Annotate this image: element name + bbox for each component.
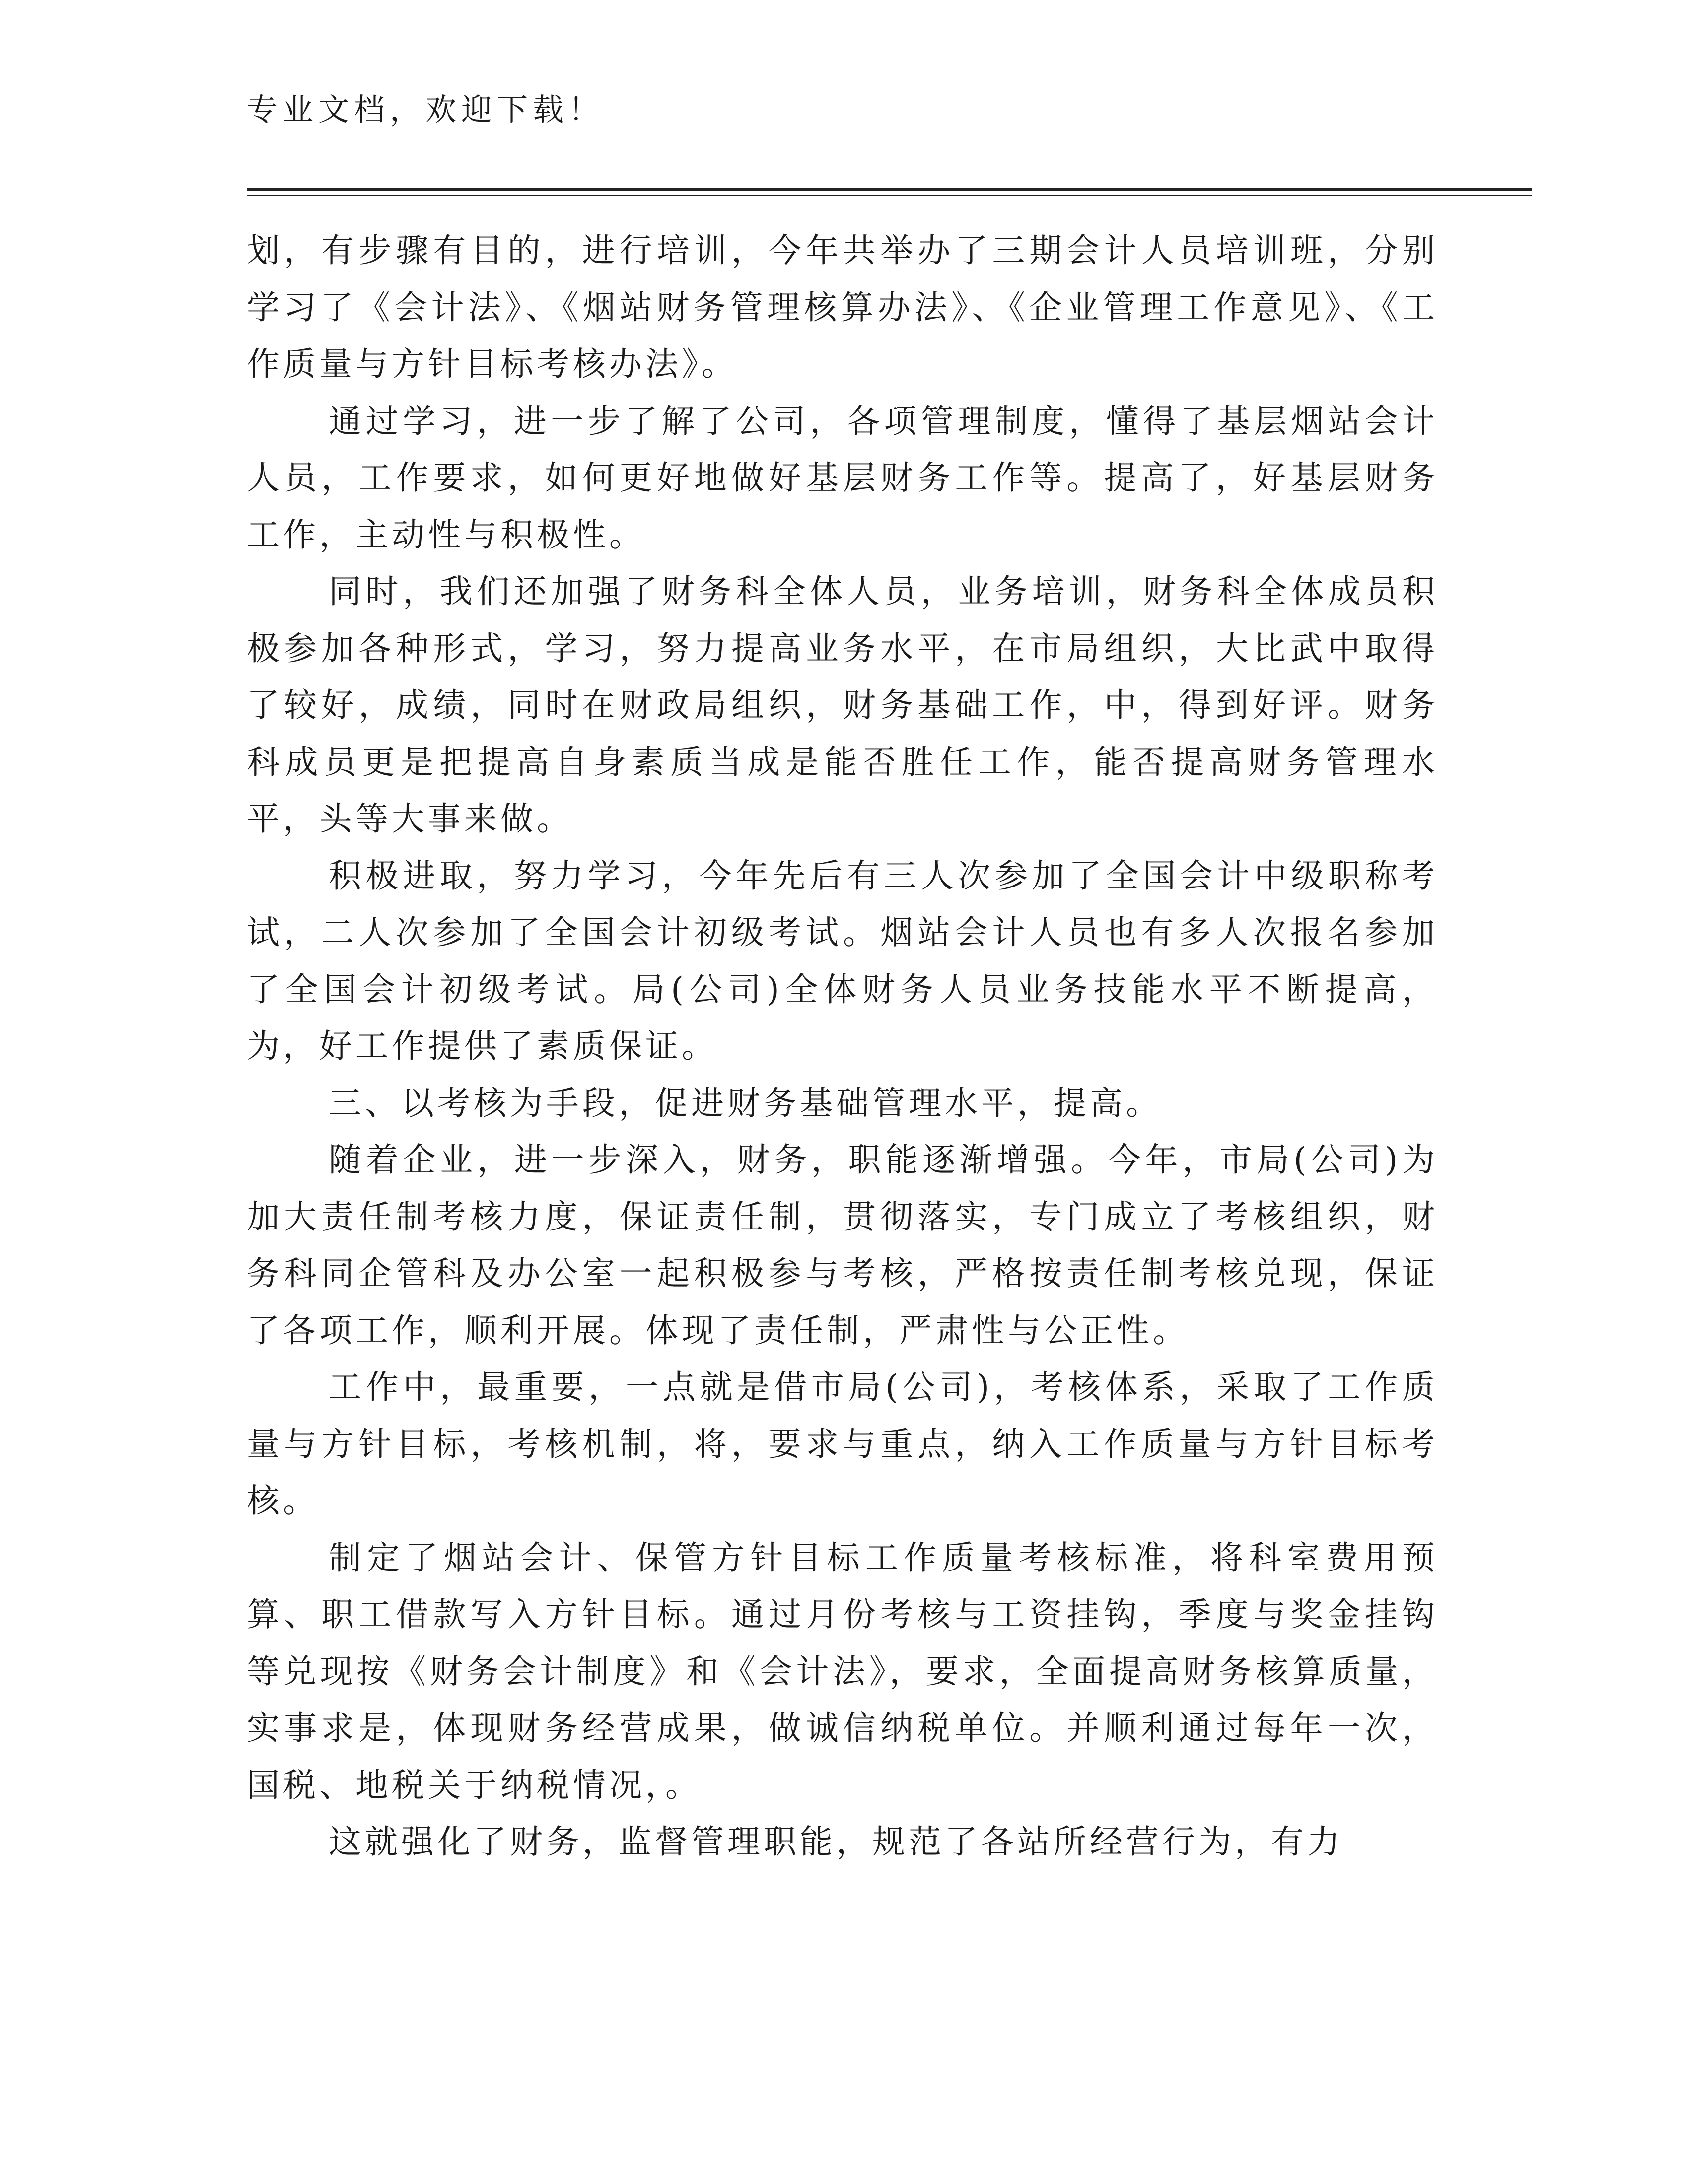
paragraph: 积极进取，努力学习，今年先后有三人次参加了全国会计中级职称考试，二人次参加了全国会计初级考试。烟站会计人员也有多人次报名参加了全国会计初级考试。局(公司)全体财务人员业务技能水平不断提高，为，好工作提供了素质保证。 — [247, 856, 1438, 1065]
page-header: 专业文档，欢迎下载！ — [247, 91, 605, 128]
paragraph: 这就强化了财务，监督管理职能，规范了各站所经营行为，有力 — [329, 1823, 1343, 1861]
paragraph: 随着企业，进一步深入，财务，职能逐渐增强。今年，市局(公司)为加大责任制考核力度，保证责任制，贯彻落实，专门成立了考核组织，财务科同企管科及办公室一起积极参与考核，严格按责任制考核兑现，保证了各项工作，顺利开展。体现了责任制，严肃性与公正性。 — [247, 1141, 1438, 1350]
header-rule-thin — [247, 195, 1532, 196]
section-heading: 三、以考核为手段，促进财务基础管理水平，提高。 — [329, 1084, 1162, 1122]
paragraph: 划，有步骤有目的，进行培训，今年共举办了三期会计人员培训班，分别学习了《会计法》、《烟站财务管理核算办法》、《企业管理工作意见》、《工作质量与方针目标考核办法》。 — [247, 231, 1438, 383]
paragraph: 工作中，最重要，一点就是借市局(公司)，考核体系，采取了工作质量与方针目标，考核机制，将，要求与重点，纳入工作质量与方针目标考核。 — [247, 1368, 1438, 1520]
paragraph: 通过学习，进一步了解了公司，各项管理制度，懂得了基层烟站会计人员，工作要求，如何更好地做好基层财务工作等。提高了，好基层财务工作，主动性与积极性。 — [247, 402, 1438, 554]
document-body — [247, 222, 1438, 1871]
paragraph: 同时，我们还加强了财务科全体人员，业务培训，财务科全体成员积极参加各种形式，学习，努力提高业务水平，在市局组织，大比武中取得了较好，成绩，同时在财政局组织，财务基础工作，中，得到好评。财务科成员更是把提高自身素质当成是能否胜任工作，能否提高财务管理水平，头等大事来做。 — [247, 572, 1438, 838]
paragraph: 制定了烟站会计、保管方针目标工作质量考核标准，将科室费用预算、职工借款写入方针目标。通过月份考核与工资挂钩，季度与奖金挂钩等兑现按《财务会计制度》和《会计法》，要求，全面提高财务核算质量，实事求是，体现财务经营成果，做诚信纳税单位。并顺利通过每年一次，国税、地税关于纳税情况，。 — [247, 1538, 1438, 1804]
header-rule-thick — [247, 188, 1532, 191]
